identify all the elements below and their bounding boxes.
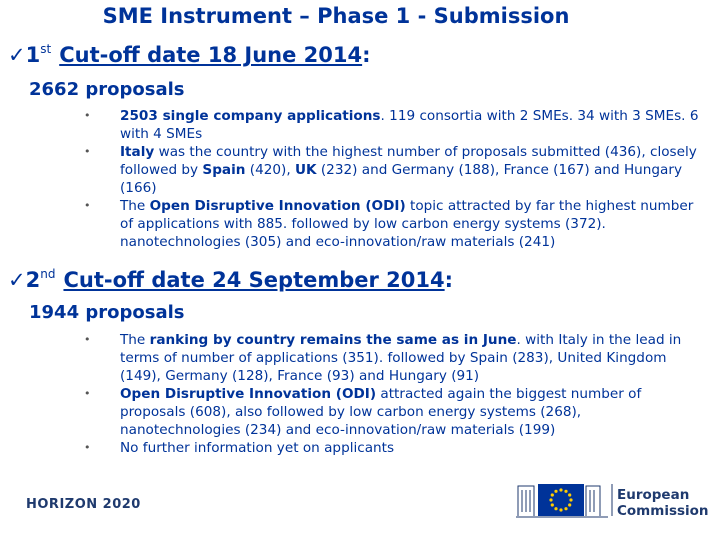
- cutoff-2-bullet-list: [84, 331, 704, 457]
- bullet-icon: •: [84, 387, 91, 400]
- european-commission-text: European Commission: [617, 487, 709, 519]
- bullet-icon: •: [84, 441, 91, 454]
- cutoff-2-ordinal: 2: [25, 268, 41, 292]
- cutoff-2-colon: :: [444, 268, 454, 292]
- cutoff-1-colon: :: [362, 43, 371, 67]
- list-item: • Open Disruptive Innovation (ODI) attracted again the biggest number of proposals (608), also followed by low carbon energy systems (268), nanotechnologies (234) and eco-innovation/raw materials (199): [84, 386, 642, 438]
- checkmark-icon: ✓: [8, 43, 26, 67]
- list-item: • Italy was the country with the highest number of proposals submitted (436), closely followed by Spain (420), UK (232) and Germany (188), France (167) and Hungary (166): [84, 144, 697, 196]
- cutoff-1-suffix: st: [40, 42, 52, 56]
- list-item: • 2503 single company applications. 119 consortia with 2 SMEs. 34 with 3 SMEs. 6 with 4 SMEs: [84, 108, 699, 142]
- cutoff-1-date: Cut-off date 18 June 2014: [59, 43, 363, 67]
- cutoff-2-heading: [8, 267, 453, 292]
- cutoff-2-count: 1944 proposals: [29, 302, 185, 323]
- bullet-icon: •: [84, 145, 91, 158]
- list-item: • The Open Disruptive Innovation (ODI) topic attracted by far the highest number of applications with 885. followed by low carbon energy systems (372). nanotechnologies (305) and eco-innovation/raw materials (241): [84, 198, 694, 250]
- cutoff-1-count: 2662 proposals: [29, 79, 185, 100]
- cutoff-1-ordinal: 1: [25, 43, 41, 67]
- cutoff-1-bullet-list: [84, 107, 704, 251]
- horizon-2020-logo: HORIZON 2020: [26, 497, 141, 512]
- page-title: SME Instrument – Phase 1 - Submission: [102, 4, 570, 28]
- bullet-icon: •: [84, 333, 91, 346]
- list-item: • No further information yet on applicants: [84, 440, 395, 456]
- list-item: • The ranking by country remains the same as in June. with Italy in the lead in terms of number of applications (351). followed by Spain (283), United Kingdom (149), Germany (128), France (93) and Hungary (91): [84, 332, 682, 384]
- checkmark-icon: ✓: [8, 268, 26, 292]
- cutoff-2-date: Cut-off date 24 September 2014: [63, 268, 445, 292]
- bullet-icon: •: [84, 199, 91, 212]
- cutoff-2-suffix: nd: [40, 267, 56, 281]
- cutoff-1-heading: [8, 42, 371, 67]
- bullet-icon: •: [84, 109, 91, 122]
